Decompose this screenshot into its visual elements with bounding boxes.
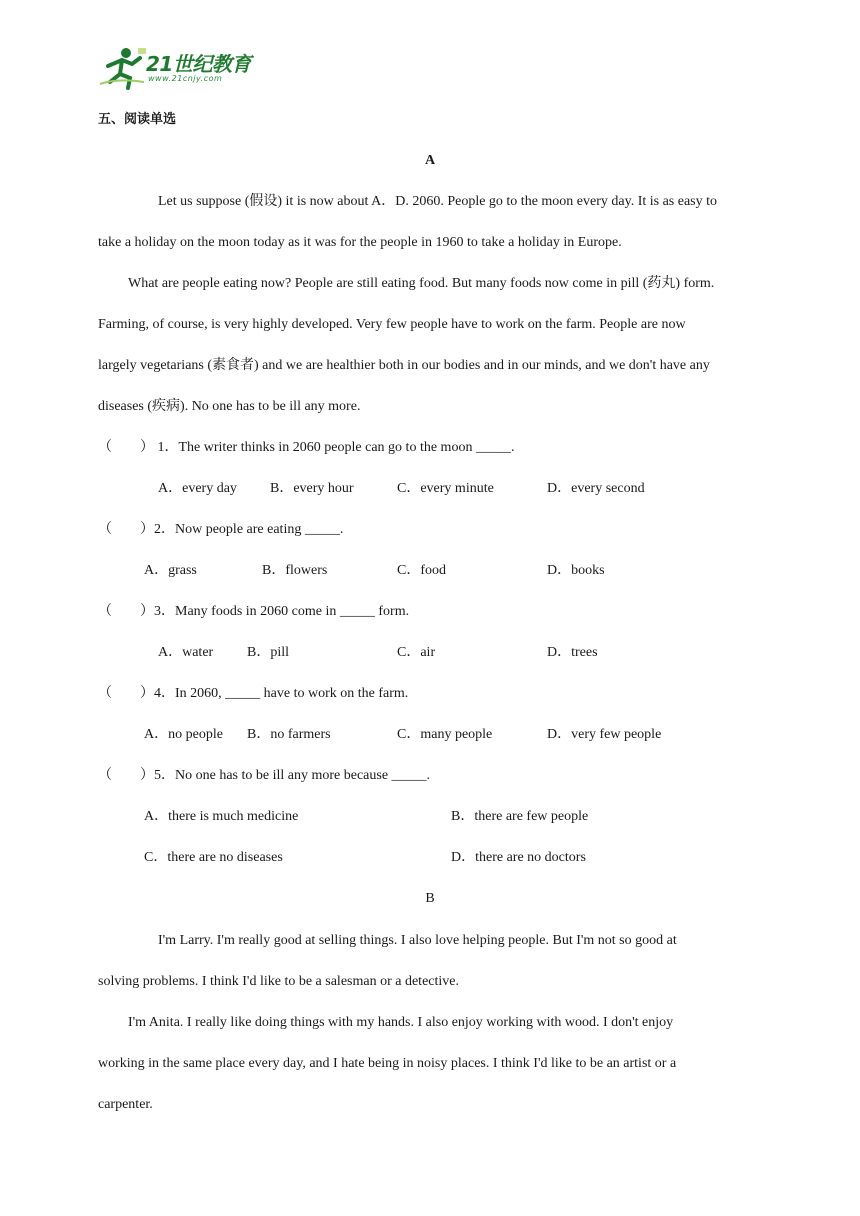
passage-b-text: I'm Larry. I'm really good at selling things. I also love helping people. But I'm not so good at: [158, 933, 677, 948]
option-a: A．every day: [158, 481, 237, 496]
passage-b-text: solving problems. I think I'd like to be a salesman or a detective.: [98, 974, 459, 989]
runner-logo-icon: [98, 44, 148, 90]
option-d: D．every second: [547, 481, 645, 496]
question-2-stem: （ ）2．Now people are eating _____.: [98, 522, 344, 537]
question-4-stem: （ ）4．In 2060, _____ have to work on the farm.: [98, 686, 409, 701]
passage-a-text: take a holiday on the moon today as it was for the people in 1960 to take a holiday in Europe.: [98, 235, 622, 250]
option-d: D．trees: [547, 645, 598, 660]
option-c: C．every minute: [397, 481, 494, 496]
passage-a-text: Farming, of course, is very highly developed. Very few people have to work on the farm. People are now: [98, 317, 686, 332]
question-3-stem: （ ）3．Many foods in 2060 come in _____ form.: [98, 604, 410, 619]
option-c: C．there are no diseases: [144, 850, 283, 865]
option-c: C．air: [397, 645, 436, 660]
option-b: B．no farmers: [247, 727, 331, 742]
option-b: B．every hour: [270, 481, 354, 496]
option-d: D．very few people: [547, 727, 662, 742]
option-d: D．there are no doctors: [451, 850, 586, 865]
question-1-stem: （ ） 1．The writer thinks in 2060 people can go to the moon _____.: [98, 440, 515, 455]
section-title: 五、阅读单选: [98, 112, 177, 127]
logo-url: www.21cnjy.com: [148, 74, 223, 83]
option-a: A．grass: [144, 563, 197, 578]
passage-b-text: carpenter.: [98, 1097, 153, 1112]
option-d: D．books: [547, 563, 605, 578]
option-a: A．water: [158, 645, 214, 660]
question-5-stem: （ ）5．No one has to be ill any more because _____.: [98, 768, 431, 783]
passage-b-label: B: [425, 891, 435, 906]
passage-a-text: What are people eating now? People are still eating food. But many foods now come in pill (药丸) form.: [128, 276, 715, 291]
option-c: C．food: [397, 563, 446, 578]
site-logo: [98, 44, 268, 90]
option-a: A．no people: [144, 727, 223, 742]
logo-text: 21世纪教育: [146, 52, 251, 76]
option-c: C．many people: [397, 727, 493, 742]
option-b: B．flowers: [262, 563, 328, 578]
option-b: B．pill: [247, 645, 290, 660]
passage-b-text: I'm Anita. I really like doing things with my hands. I also enjoy working with wood. I don't enjoy: [128, 1015, 674, 1030]
option-a: A．there is much medicine: [144, 809, 299, 824]
passage-a-text: Let us suppose (假设) it is now about A．D. 2060. People go to the moon every day. It is as easy to: [158, 194, 718, 209]
passage-a-text: diseases (疾病). No one has to be ill any more.: [98, 399, 361, 414]
passage-b-text: working in the same place every day, and I hate being in noisy places. I think I'd like to be an artist or a: [98, 1056, 677, 1071]
passage-a-label: A: [424, 153, 436, 168]
passage-a-text: largely vegetarians (素食者) and we are healthier both in our bodies and in our minds, and we don't have any: [98, 358, 710, 373]
option-b: B．there are few people: [451, 809, 589, 824]
